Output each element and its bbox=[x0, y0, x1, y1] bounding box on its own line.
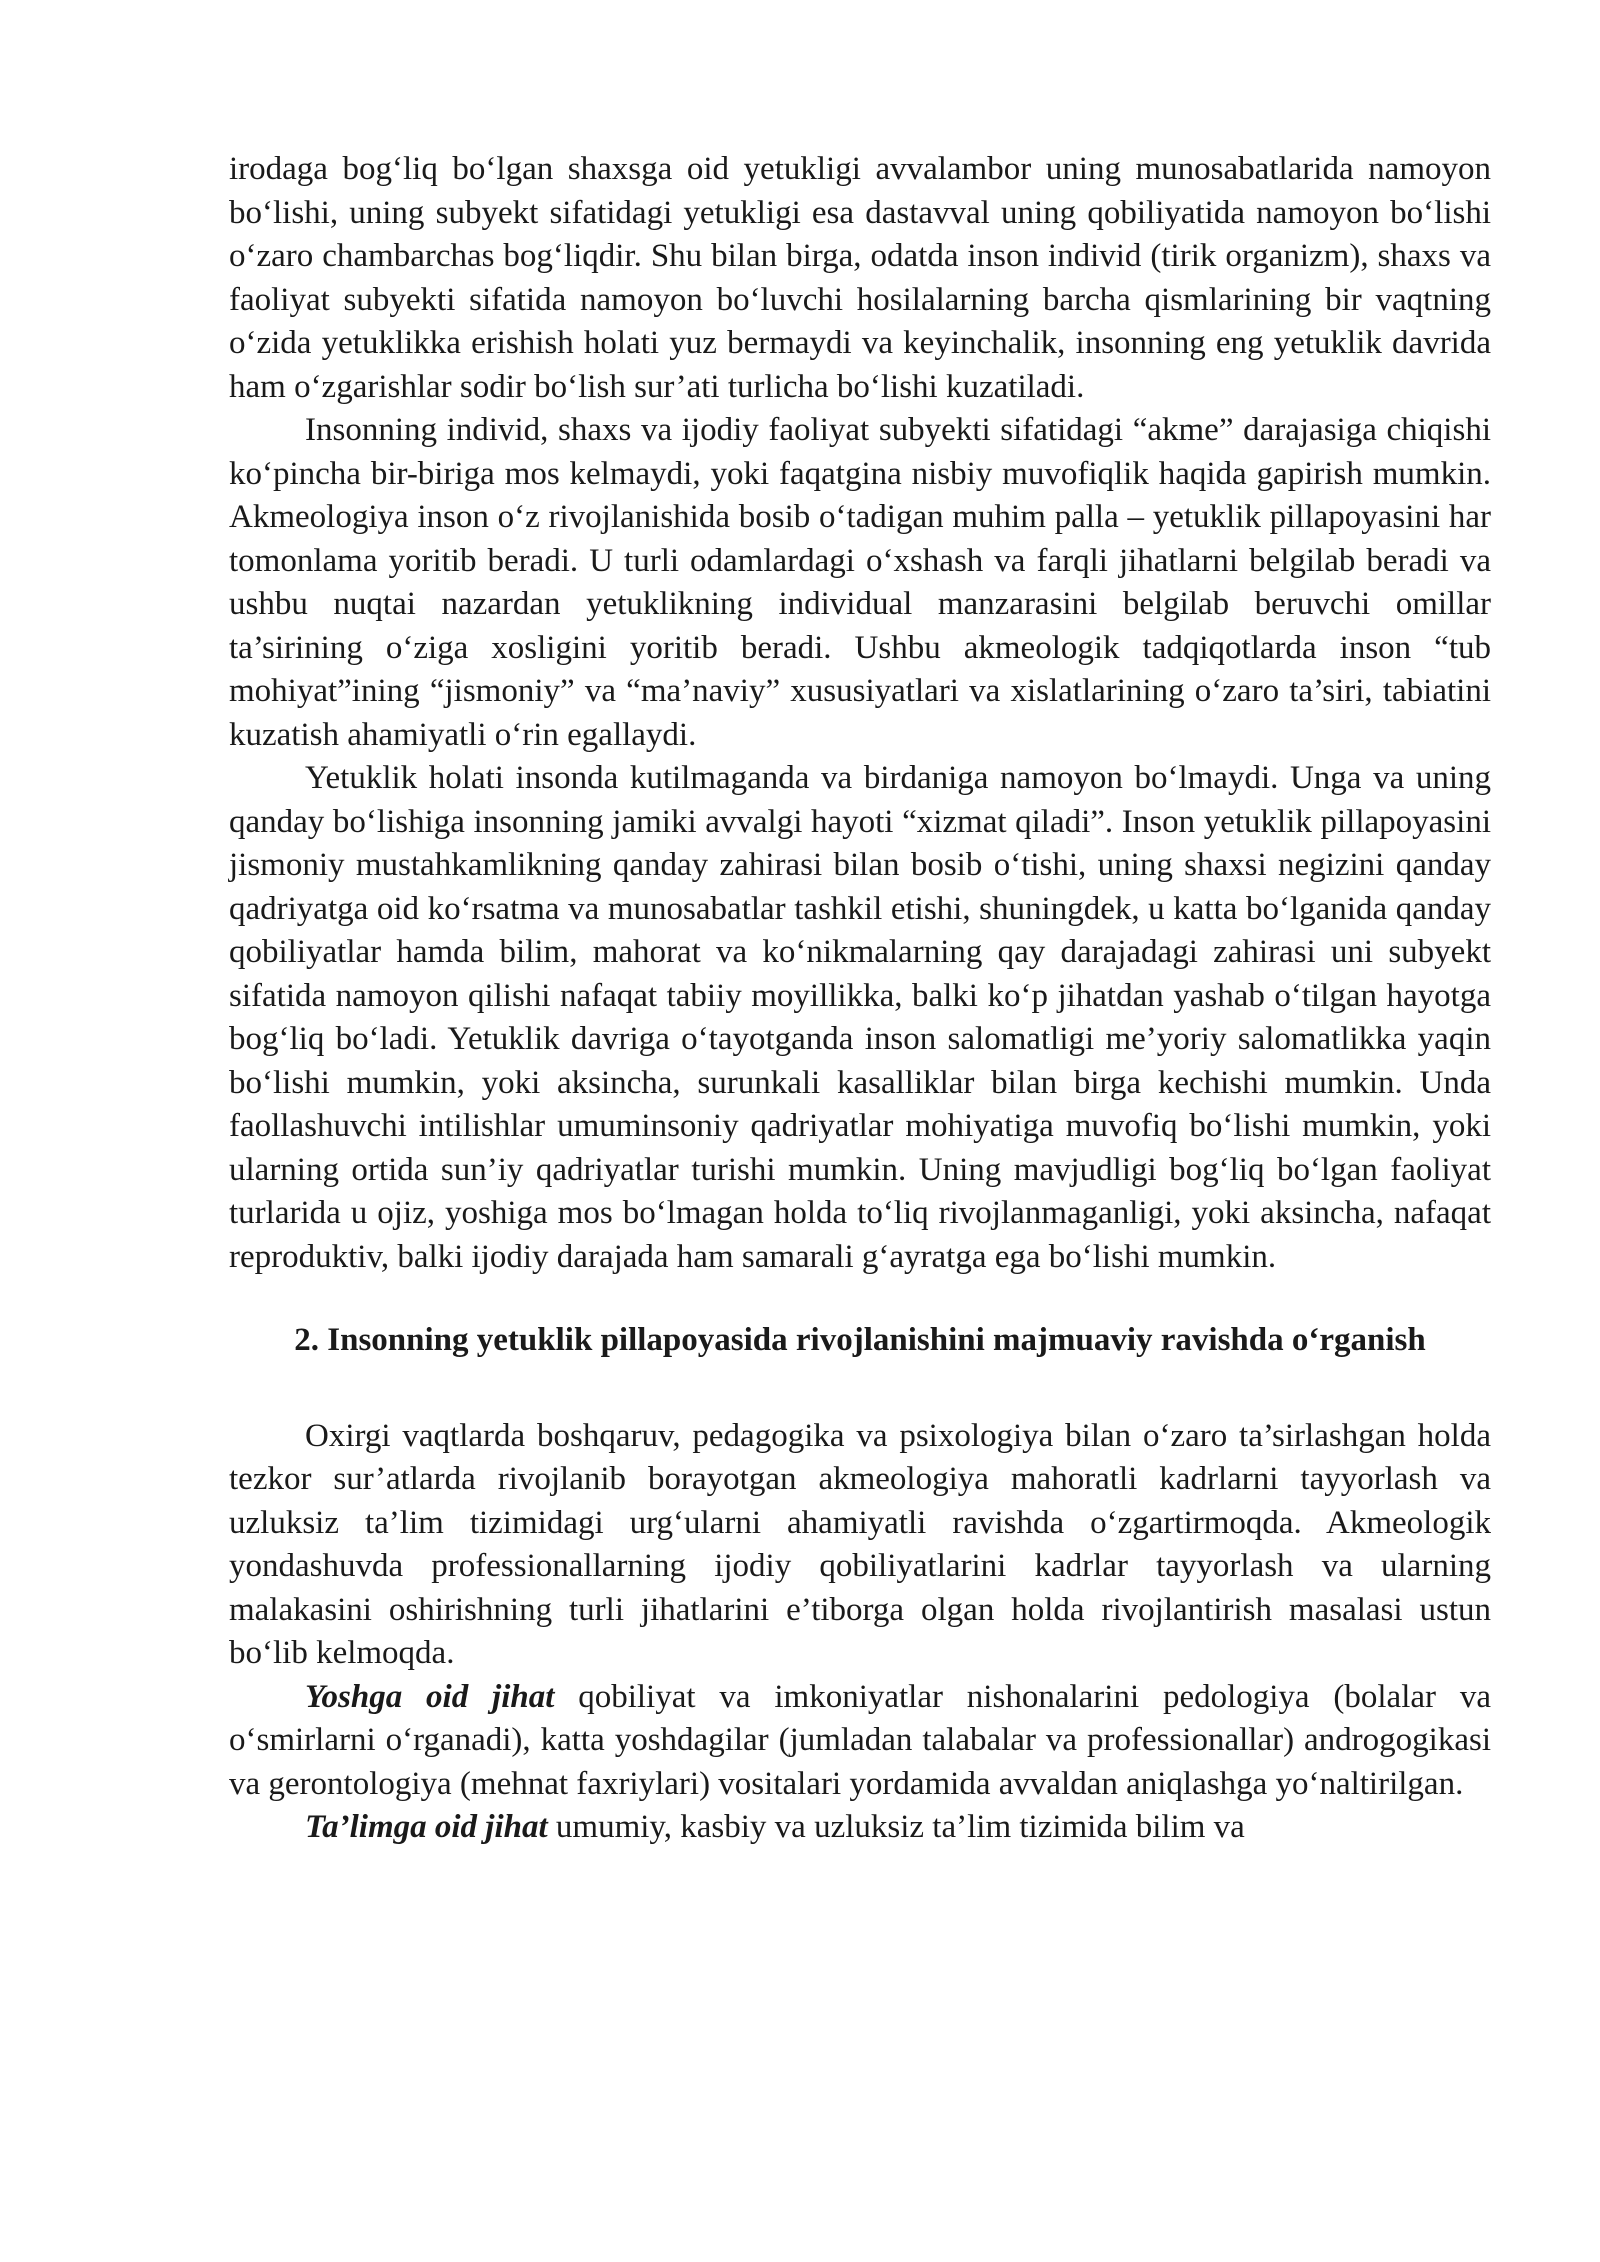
paragraph-body: umumiy, kasbiy va uzluksiz ta’lim tizimida bilim va bbox=[547, 1809, 1245, 1845]
section-heading: 2. Insonning yetuklik pillapoyasida rivojlanishini majmuaviy ravishda o‘rganish bbox=[294, 1322, 1426, 1358]
paragraph-term: Yoshga oid jihat bbox=[305, 1678, 555, 1715]
paragraph: Yetuklik holati insonda kutilmaganda va birdaniga namoyon bo‘lmaydi. Unga va uning qanday bo‘lishiga insonning jamiki avvalgi hayoti “xizmat qiladi”. Inson yetuklik pillapoyasini jismoniy mustahkamlikning qanday zahirasi bilan bosib o‘tishi, uning shaxsi negizini qanday qadriyatga oid ko‘rsatma va munosabatlar tashkil etishi, shuningdek, u katta bo‘lganida qanday qobiliyatlar hamda bilim, mahorat va ko‘nikmalarning qay darajadagi zahirasi uni subyekt sifatida namoyon qilishi nafaqat tabiiy moyillikka, balki ko‘p jihatdan yashab o‘tilgan hayotga bog‘liq bo‘ladi. Yetuklik davriga o‘tayotganda inson salomatligi me’yoriy salomatlikka yaqin bo‘lishi mumkin, yoki aksincha, surunkali kasalliklar bilan birga kechishi mumkin. Unda faollashuvchi intilishlar umuminsoniy qadriyatlar mohiyatiga muvofiq bo‘lishi mumkin, yoki ularning ortida sun’iy qadriyatlar turishi mumkin. Uning mavjudligi bog‘liq bo‘lgan faoliyat turlarida u ojiz, yoshiga mos bo‘lmagan holda to‘liq rivojlanmaganligi, yoki aksincha, nafaqat reproduktiv, balki ijodiy darajada ham samarali g‘ayratga ega bo‘lishi mumkin. bbox=[229, 760, 1491, 1275]
paragraph-body: qobiliyat va imkoniyatlar nishonalarini pedologiya (bolalar va o‘smirlarni o‘rganadi), katta yoshdagilar (jumladan talabalar va professionallar) androgogikasi va gerontologiya (mehnat faxriylari) vositalari yordamida avvaldan aniqlashga yo‘naltirilgan. bbox=[229, 1678, 1491, 1802]
body-text bbox=[229, 148, 1491, 1850]
paragraph: irodaga bog‘liq bo‘lgan shaxsga oid yetukligi avvalambor uning munosabatlarida namoyon bo‘lishi, uning subyekt sifatidagi yetukligi esa dastavval uning qobiliyatida namoyon bo‘lishi o‘zaro chambarchas bog‘liqdir. Shu bilan birga, odatda inson individ (tirik organizm), shaxs va faoliyat subyekti sifatida namoyon bo‘luvchi hosilalarning barcha qismlarining bir vaqtning o‘zida yetuklikka erishish holati yuz bermaydi va keyinchalik, insonning eng yetuklik davrida ham o‘zgarishlar sodir bo‘lish sur’ati turlicha bo‘lishi kuzatiladi. bbox=[229, 151, 1491, 405]
paragraph: Insonning individ, shaxs va ijodiy faoliyat subyekti sifatidagi “akme” darajasiga chiqishi ko‘pincha bir-biriga mos kelmaydi, yoki faqatgina nisbiy muvofiqlik haqida gapirish mumkin. Akmeologiya inson o‘z rivojlanishida bosib o‘tadigan muhim palla – yetuklik pillapoyasini har tomonlama yoritib beradi. U turli odamlardagi o‘xshash va farqli jihatlarni belgilab beradi va ushbu nuqtai nazardan yetuklikning individual manzarasini belgilab beruvchi omillar ta’sirining o‘ziga xosligini yoritib beradi. Ushbu akmeologik tadqiqotlarda inson “tub mohiyat”ining “jismoniy” va “ma’naviy” xususiyatlari va xislatlarining o‘zaro ta’siri, tabiatini kuzatish ahamiyatli o‘rin egallaydi. bbox=[229, 412, 1491, 753]
paragraph bbox=[229, 1676, 1491, 1807]
paragraph-term: Ta’limga oid jihat bbox=[305, 1809, 548, 1845]
paragraph bbox=[229, 1806, 1491, 1850]
paragraph: Oxirgi vaqtlarda boshqaruv, pedagogika va psixologiya bilan o‘zaro ta’sirlashgan holda tezkor sur’atlarda rivojlanib borayotgan akmeologiya mahoratli kadrlarni tayyorlash va uzluksiz ta’lim tizimidagi urg‘ularni ahamiyatli ravishda o‘zgartirmoqda. Akmeologik yondashuvda professionallarning ijodiy qobiliyatlarini kadrlar tayyorlash va ularning malakasini oshirishning turli jihatlarini e’tiborga olgan holda rivojlantirish masalasi ustun bo‘lib kelmoqda. bbox=[229, 1417, 1491, 1671]
